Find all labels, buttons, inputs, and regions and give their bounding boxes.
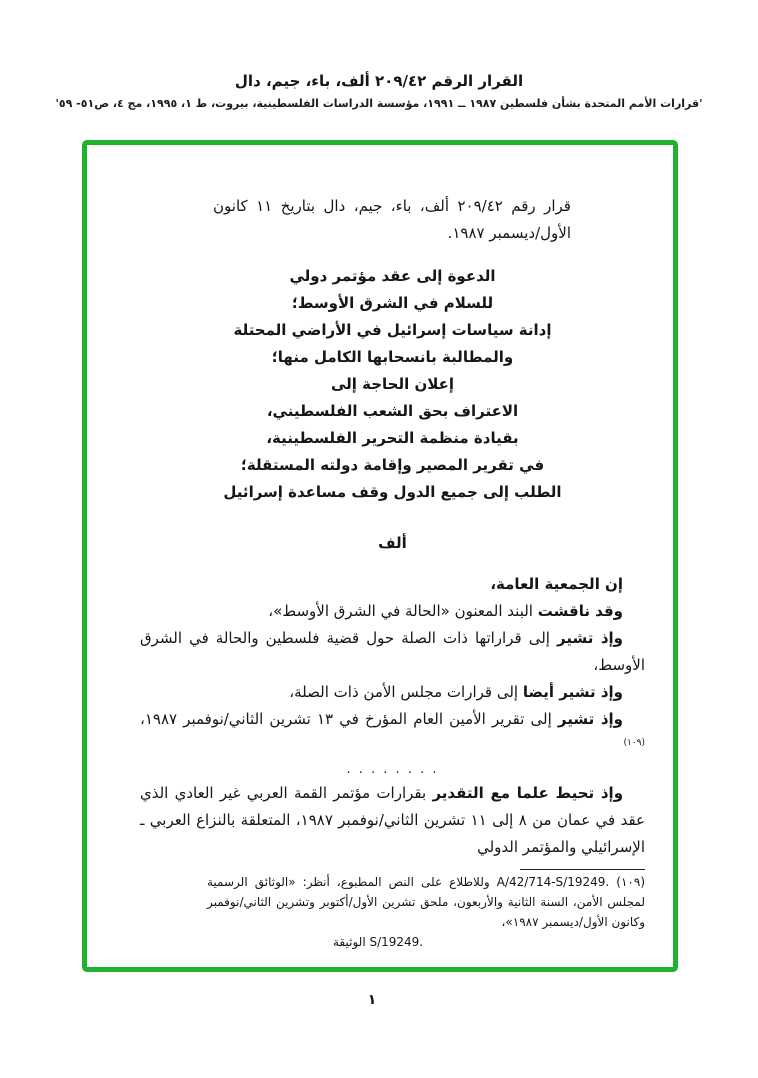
paragraph-text: إلى قراراتها ذات الصلة حول قضية فلسطين والحالة في الشرق الأوسط،: [140, 629, 645, 674]
text-column: [140, 263, 645, 952]
footnote-last-line: الوثيقة S/19249.: [333, 935, 424, 949]
footnote-text: وللاطلاع على النص المطبوع، أنظر: «الوثائق الرسمية لمجلس الأمن، السنة الثانية والأربعون، ملحق تشرين الأول/أكتوبر وتشرين الثاني/نوفمبر وكانون الأول/ديسمبر ١٩٨٧»،: [207, 875, 645, 929]
paragraph: [140, 625, 645, 679]
paragraph-lead: وإذ تشير: [556, 629, 623, 647]
resolution-summary-stanza: [140, 263, 645, 506]
paragraph-text: إلى تقرير الأمين العام المؤرخ في ١٣ تشرين الثاني/نوفمبر ١٩٨٧،: [140, 710, 558, 728]
paragraph: [140, 780, 645, 861]
paragraph: [140, 571, 645, 598]
paragraph-text: بقرارات مؤتمر القمة العربي غير العادي الذي عقد في عمان من ٨ إلى ١١ تشرين الثاني/نوفمبر ١٩٨٧، المتعلقة بالنزاع العربي ـ الإسرائيلي والمؤتمر الدولي: [140, 784, 645, 856]
stanza-line: في تقرير المصير وإقامة دولته المستقلة؛: [240, 456, 545, 474]
stanza-line: بقيادة منظمة التحرير الفلسطينية،: [266, 429, 519, 447]
paragraph-lead: وإذ تحيط علما مع التقدير: [432, 784, 624, 802]
resolution-intro: قرار رقم ٢٠٩/٤٢ ألف، باء، جيم، دال بتاريخ ١١ كانون الأول/ديسمبر ١٩٨٧.: [213, 197, 571, 242]
resolution-body: [140, 571, 645, 861]
paragraph-lead: إن الجمعية العامة،: [490, 575, 623, 593]
page-header: [0, 72, 758, 110]
section-heading-alef: ألف: [378, 534, 407, 552]
paragraph-lead: وإذ تشير أيضا: [522, 683, 623, 701]
footnote-reference: (١٠٩): [623, 738, 645, 748]
ellipsis-separator: . . . . . . . .: [346, 762, 439, 777]
footnote-document-code: A/42/714-S/19249.: [496, 875, 610, 889]
stanza-line: للسلام في الشرق الأوسط؛: [291, 294, 494, 312]
paragraph-lead: وإذ تشير: [557, 710, 623, 728]
paragraph: [140, 679, 645, 706]
stanza-line: الاعتراف بحق الشعب الفلسطيني،: [266, 402, 519, 420]
green-frame: [82, 140, 678, 972]
resolution-title: القرار الرقم ٢٠٩/٤٢ ألف، باء، جيم، دال: [234, 72, 524, 90]
stanza-line: إدانة سياسات إسرائيل في الأراضي المحتلة: [233, 321, 552, 339]
paragraph-lead: وقد ناقشت: [537, 602, 623, 620]
page-number: ١: [367, 992, 377, 1008]
stanza-line: الطلب إلى جميع الدول وقف مساعدة إسرائيل: [223, 483, 562, 501]
stanza-line: إعلان الحاجة إلى: [330, 375, 455, 393]
footnote: [207, 872, 645, 932]
stanza-line: الدعوة إلى عقد مؤتمر دولي: [289, 267, 496, 285]
footnote-marker: (١٠٩): [616, 875, 645, 889]
paragraph: [140, 598, 645, 625]
source-citation: 'قرارات الأمم المتحدة بشأن فلسطين ١٩٨٧ ــ ١٩٩١، مؤسسة الدراسات الفلسطينية، بيروت، ط ١، ١٩٩٥، مج ٤، ص٥١- ٥٩': [55, 97, 703, 110]
stanza-line: والمطالبة بانسحابها الكامل منها؛: [271, 348, 514, 366]
paragraph-text: إلى قرارات مجلس الأمن ذات الصلة،: [289, 683, 523, 701]
footnote-separator-rule: [520, 869, 645, 870]
paragraph: [140, 706, 645, 760]
paragraph-text: البند المعنون «الحالة في الشرق الأوسط»،: [268, 602, 538, 620]
